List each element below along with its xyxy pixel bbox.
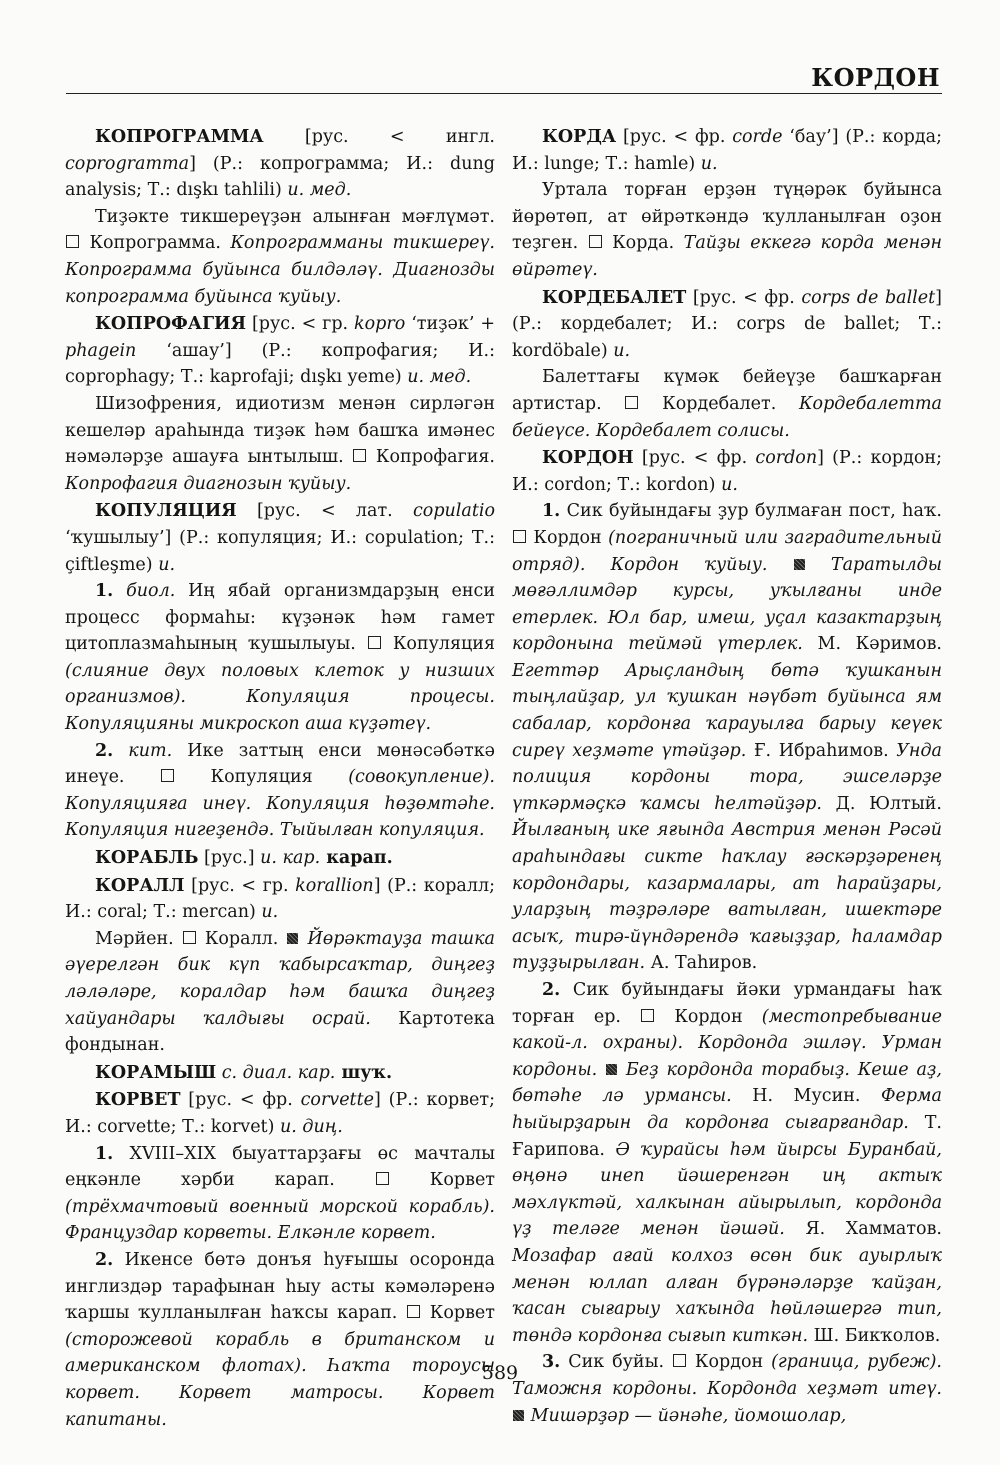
sense-1: 1. XVIII–XIX быуаттарҙағы өс мачталы еңкәнле хәрби карап. Корвет (трёхмачтовый военный морской корабль). Француздар корветы. Елкәнле корвет. xyxy=(65,1143,495,1244)
entry-kopulyatsiya: КОПУЛЯЦИЯ [рус. < лат. copulatio ‘ҡушылыу’] (Р.: копуляция; И.: copulation; Т.: çiftleşme) и. xyxy=(65,501,495,575)
sense-1: 1. биол. Иң ябай организмдарҙың енси процесс формаһы: күҙәнәк һәм гамет цитоплазмаһының ҡушылыуы. Копуляция (слияние двух половых клеток у низших организмов). Копуляция процесы. Копуляцияны микроскоп аша күҙәтеү. xyxy=(65,581,495,735)
entry-kordebalet: КОРДЕБАЛЕТ [рус. < фр. corps de ballet] (Р.: кордебалет; И.: corps de ballet; Т.: kordöbale) и. xyxy=(512,287,942,361)
entry-korvet: КОРВЕТ [рус. < фр. corvette] (Р.: корвет; И.: corvette; Т.: korvet) и. диң. xyxy=(65,1090,495,1137)
sense-2: 2. Сик буйындағы йәки урмандағы һаҡ торған ер. Кордон (местопребывание какой-л. охраны). Кордонда эшләү. Урман кордоны. Беҙ кордонда торабыҙ. Кеше аҙ, бөтәһе лә урмансы. Н. Мусин. Ферма һыйырҙарын да кордонға сығарғандар. Т. Ғарипова. Ә ҡурайсы һәм йырсы Буранбай, өңөнә инеп йәшеренгән иң актыҡ мәхлүктәй, халкынан айырылып, кордонда үҙ теләге менән йәшәй. Я. Хамматов. Мозафар ағай колхоз өсөн бик ауырлыҡ менән юллап алған бүрәнәләрҙе ҡайҙан, ҡасан сығарыу хаҡында һөйләшергә тип, төндә кордонға сығып киткән. Ш. Бикҡолов. xyxy=(512,980,942,1346)
sense-1: 1. Сик буйындағы ҙур булмаған пост, һаҡ. Кордон (пограничный или заградительный отряд). Кордон ҡуйыу. Таратылды мөғәллимдәр курсы, уҡылғаны инде етерлек. Юл бар, имеш, уҫал казактарҙың кордонына теймәй үтерлек. М. Кәримов. Егеттәр Арыҫландың бөтә ҡушканын тыңлайҙар, ул ҡушкан нәүбәт буйынса ям сабалар, кордонға ҡарауылға барыу кеүек сиреү хеҙмәте үтәйҙәр. Ғ. Ибраһимов. Унда полиция кордоны тора, эшселәрҙе үткәрмәҫкә ҡамсы һелтәйҙәр. Д. Юлтый. Йылғаның ике яғында Австрия менән Рәсәй араһындағы сикте һаҡлау ғәскәрҙәренең кордондары, казармалары, ат һарайҙары, уларҙың тәҙрәләре ватылған, ишектәре асыҡ, тирә-йүндәрендә ҡағыҙҙар, һаламдар туҙҙырылған. А. Таһиров. xyxy=(512,501,942,974)
box-marker-icon xyxy=(183,931,196,944)
sense-3: 3. Сик буйы. Кордон (граница, рубеж). Таможня кордоны. Кордонда хеҙмәт итеү. Мишәрҙәр — йәнәһе, йомошолар, xyxy=(512,1352,942,1426)
right-column xyxy=(512,123,942,1429)
box-marker-icon xyxy=(589,235,602,248)
quote-marker-icon xyxy=(287,933,298,944)
quote-marker-icon xyxy=(513,1410,524,1421)
quote-marker-icon xyxy=(794,559,805,570)
running-head xyxy=(66,55,942,94)
headword: КОРАМЫШ xyxy=(95,1062,217,1083)
definition: Тиҙәкте тикшереүҙән алынған мәғлүмәт. Копрограмма. Копрограмманы тикшереү. Копрограмма буйынса билдәләү. Диагнозды копрограмма буйынса ҡуйыу. xyxy=(65,206,495,307)
box-marker-icon xyxy=(66,235,79,248)
entry-koprogramma: КОПРОГРАММА [рус. < ингл. coprogramma] (Р.: копрограмма; И.: dung analysis; Т.: dışkı tahlili) и. мед. xyxy=(65,127,495,201)
entry-korda: КОРДА [рус. < фр. corde ‘бау’] (Р.: корда; И.: lunge; Т.: hamle) и. xyxy=(512,127,942,174)
entry-korabl: КОРАБЛЬ [рус.] и. кар. карап. xyxy=(95,848,393,869)
left-column xyxy=(65,123,495,1433)
entry-koprofagiya: КОПРОФАГИЯ [рус. < гр. kopro ‘тиҙәк’ + phagein ‘ашау’] (Р.: копрофагия; И.: coprophagy; Т.: kaprofaji; dışkı yeme) и. мед. xyxy=(65,314,495,388)
headword: КОПРОГРАММА xyxy=(95,127,264,147)
box-marker-icon xyxy=(407,1305,420,1318)
headword: КОРАБЛЬ xyxy=(95,848,199,869)
sense-2: 2. кит. Ике заттың енси мөнәсәбәткә инеүе. Копуляция (совокупление). Копуляцияға инеү. Копуляция һөҙөмтәһе. Копуляция нигеҙендә. Тыйылған копуляция. xyxy=(65,740,495,841)
box-marker-icon xyxy=(376,1172,389,1185)
headword: КОРАЛЛ xyxy=(95,875,185,896)
box-marker-icon xyxy=(513,530,526,543)
definition: Уртала торған ерҙән түңәрәк буйынса йөрөтөп, ат өйрәткәндә ҡулланылған оҙон теҙген. Корда. Тайҙы еккегә корда менән өйрәтеү. xyxy=(512,180,942,280)
headword: КОРВЕТ xyxy=(95,1090,181,1111)
definition: Балеттағы күмәк бейеүҙе башҡарған артистар. Кордебалет. Кордебалетта бейеүсе. Кордебалет солисы. xyxy=(512,367,942,441)
box-marker-icon xyxy=(641,1009,654,1022)
entry-korall: КОРАЛЛ [рус. < гр. korallion] (Р.: коралл; И.: coral; Т.: mercan) и. xyxy=(65,875,495,923)
headword: КОПРОФАГИЯ xyxy=(95,314,246,335)
running-head-word: КОРДОН xyxy=(811,63,940,92)
box-marker-icon xyxy=(368,636,381,649)
entry-kordon: КОРДОН [рус. < фр. cordon] (Р.: кордон; И.: cordon; Т.: kordon) и. xyxy=(512,448,942,495)
entry-koramysh: КОРАМЫШ с. диал. кар. шуҡ. xyxy=(95,1062,393,1083)
box-marker-icon xyxy=(353,449,366,462)
quote-marker-icon xyxy=(606,1064,617,1075)
definition: Мәрйен. Коралл. Йөрәктауҙа ташка әүерелгән бик күп ҡабырсаҡтар, диңгеҙ ләләләре, коралдар һәм башҡа диңгеҙ хайуандары ҡалдығы осрай. Картотека фондынан. xyxy=(65,928,495,1056)
sense-2: 2. Икенсе бөтә донъя һуғышы осоронда инглиздәр тарафынан һыу асты кәмәләренә ҡаршы ҡулланылған һаҡсы карап. Корвет (сторожевой корабль в британском и американском флотах). Һаҡта тороусы корвет. Корвет матросы. Корвет капитаны. xyxy=(65,1249,495,1430)
headword: КОРДА xyxy=(542,127,617,147)
box-marker-icon xyxy=(625,396,638,409)
headword: КОПУЛЯЦИЯ xyxy=(95,501,237,522)
headword: КОРДЕБАЛЕТ xyxy=(542,287,687,308)
definition: Шизофрения, идиотизм менән сирләгән кешеләр араһында тиҙәк һәм башҡа имәнес нәмәләрҙе ашауға ынтылыш. Копрофагия. Копрофагия диагнозын ҡуйыу. xyxy=(65,393,495,494)
page-number: 589 xyxy=(481,1362,519,1384)
headword: КОРДОН xyxy=(542,448,634,469)
box-marker-icon xyxy=(161,769,174,782)
